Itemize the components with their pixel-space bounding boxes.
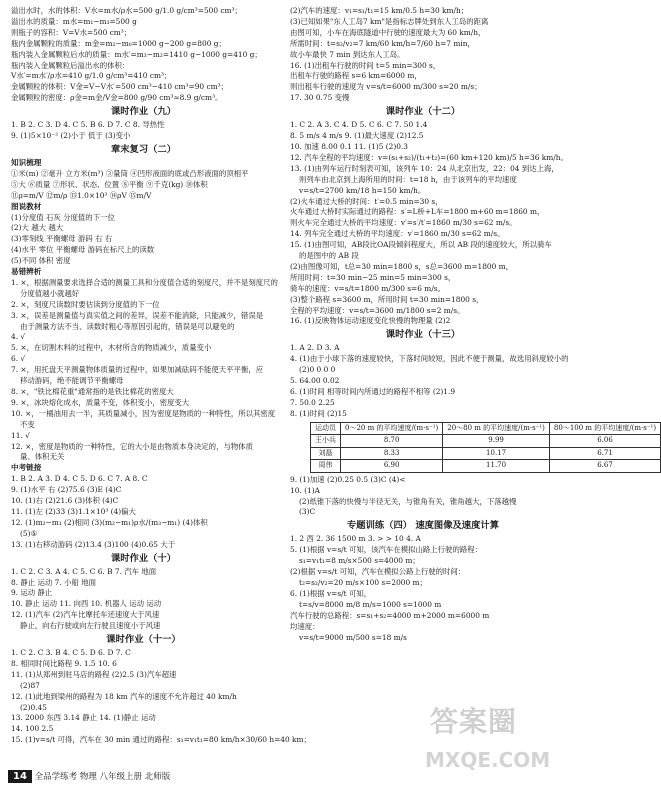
text-line: (3)已知如果"东人工岛7 km"是指标志牌处到东人工岛的距离: [290, 16, 489, 26]
text-line: 则列车由北京到上海所用的时间：t=18 h，由于该列车的平均速度: [299, 174, 517, 184]
text-line: 7. 50.0 2.25: [290, 397, 335, 407]
text-line: 溢出水的质量：m水=m₁−m₃=500 g: [11, 16, 137, 26]
text-line: 4. √: [11, 332, 26, 342]
text-line: 出租车行驶的路程 s=6 km=6000 m，: [290, 71, 422, 81]
text-line: 2. ×，刻度尺读数时要估读到分度值的下一位: [11, 299, 160, 309]
subsection-title: 中考链接: [11, 463, 42, 473]
text-line: s₁=v₁t₁=8 m/s×500 s=4000 m；: [299, 556, 420, 566]
text-line: 10. 静止 运动 11. 向西 10. 机器人 运动 运动: [11, 599, 162, 609]
text-line: 16. (1)出租车行驶的时间 t=5 min=300 s，: [290, 60, 441, 70]
table-header-cell: 0～20 m 的平均速度/(m·s⁻¹): [341, 422, 443, 435]
text-line: 1. C 2. A 3. C 4. D 5. C 6. C 7. 50 1.4: [290, 120, 428, 130]
text-line: 12. (1)m₂−m₁ (2)相同 (3)(m₂−m₁)ρ水/(m₃−m₁) (4)体积: [11, 517, 208, 527]
text-line: 9. (1)加速 (2)0.25 0.5 (3)C (4)<: [290, 474, 406, 484]
page-footer: [8, 770, 298, 783]
text-line: 15. (1)由图可知，AB段比OA段倾斜程度大，所以 AB 段的速度较大，所以骑车: [290, 240, 552, 250]
text-line: 由图可知，小车在海底隧道中行驶的速度最大为 60 km/h，: [290, 27, 486, 37]
table-cell: 8.70: [341, 435, 443, 448]
text-line: 1. 2 西 2. 36 1500 m 3. > > 10 4. A: [290, 534, 421, 544]
table-cell: 周伟: [311, 460, 341, 473]
text-line: 移动游码，绝不能调节平衡螺母: [20, 376, 124, 386]
text-line: (3)C: [299, 507, 316, 517]
text-line: 1. B 2. A 3. D 4. C 5. D 6. C 7. A 8. C: [11, 474, 148, 484]
text-line: 7. ×，用托盘天平测量物体质量的过程中，如果加减砝码不能使天平平衡，应: [11, 365, 264, 375]
text-line: 9. (1)水平 右 (2)75.6 (3)E (4)C: [11, 485, 122, 495]
text-line: (5)⑤: [20, 528, 38, 538]
watermark-logo: 答案圈: [430, 705, 518, 738]
text-line: (5)不同 体积 密度: [11, 256, 71, 266]
text-line: 不变: [20, 419, 35, 429]
text-line: 分度值越小就越好: [20, 288, 80, 298]
text-line: (2)87: [20, 680, 40, 690]
subsection-title: 知识梳理: [11, 157, 42, 167]
text-line: 8. ×，"铁比棉花重"通常指的是铁比棉花的密度大: [11, 387, 174, 396]
text-line: 4. (1)由于小球下落的速度较快，下落时间较短，因此不便于测量，故选用斜度较小的: [290, 354, 569, 364]
text-line: 12. (1)此地到梁州的路程为 18 km 汽车的速度不允许超过 40 km/h: [11, 691, 237, 701]
table-cell: 9.99: [443, 435, 550, 448]
table-header-row: [311, 422, 661, 435]
right-column: [290, 6, 657, 643]
text-line: 8. 5 m/s 4 m/s 9. (1)最大速度 (2)12.5: [290, 131, 424, 141]
text-line: (3)整个路程 s=3600 m，所用时间 t=30 min=1800 s，: [290, 294, 484, 304]
text-line: t=s/v=8000 m/8 m/s=1000 s=1000 m: [299, 599, 442, 609]
text-line: 15. (1)v=s/t 可得，汽车在 30 min 通过的路程：s₁=v₁t₁=80 km/h×30/60 h=40 km；: [11, 735, 311, 745]
table-cell: 6.90: [341, 460, 443, 473]
text-line: (2)纸锥下落的快慢与半径无关，与锥角有关，锥角越大，下落越慢: [299, 496, 517, 506]
text-line: (2)汽车的速度：v₁=s₁/t₁=15 km/0.5 h=30 km/h；: [290, 6, 469, 15]
text-line: 12. ×，密度是物质的一种特性，它的大小是由物质本身决定的，与物体质: [11, 441, 254, 451]
table-header-cell: 80～100 m 的平均速度/(m·s⁻¹): [549, 422, 660, 435]
table-header-cell: 运动员: [311, 422, 341, 435]
text-line: 8. 相同时间比路程 9. 1.5 10. 6: [11, 658, 117, 668]
text-line: 溢出水时，水的体积：V水=m水/ρ水=500 g/1.0 g/cm³=500 cm³；: [11, 6, 242, 15]
text-line: 火车通过大桥时实际通过的路程：s′=L桥+L车=1800 m+60 m=1860 m，: [290, 207, 545, 217]
text-line: 11. √: [11, 430, 30, 440]
section-title: 课时作业（十三）: [385, 329, 461, 341]
text-line: 瓶内装入金属颗粒后溢出水的体积：: [11, 60, 130, 70]
text-line: 1. ×，根据测量要求选择合适的测量工具和分度值合适的刻度尺，并不是刻度尺的: [11, 277, 278, 287]
section-title: 课时作业（九）: [110, 106, 177, 118]
text-line: (1)分度值 石灰 分度值的下一位: [11, 212, 115, 222]
section-title: 专题训练（四） 速度图像及速度计算: [347, 520, 499, 532]
text-line: (3)零刻线 平衡螺母 游码 右 右: [11, 234, 113, 244]
text-line: 所需时间：t=s₂/v₂=7 km/60 km/h=7/60 h=7 min，: [290, 38, 475, 48]
text-line: 金属颗粒的体积：V金=V−V水′=500 cm³−410 cm³=90 cm³；: [11, 82, 228, 92]
text-line: 11. (1)从郑州到驻马店的路程 (2)2.5 (3)汽车超速: [11, 669, 177, 679]
text-line: 10. ×，一桶油用去一半，其质量减小，因为密度是物质的一种特性，所以其密度: [11, 408, 276, 418]
text-line: ⑤大 ⑥质量 ⑦形状、状态、位置 ⑧平衡 ⑨千克(kg) ⑩体积: [11, 179, 208, 189]
page-number: 14: [8, 770, 32, 783]
footer-text: 全品学练考 物理 八年级上册 北师版: [34, 772, 171, 782]
text-line: 9. 运动 静止: [11, 588, 53, 598]
text-line: 9. ×，冰块熔化成水，质量不变，体积变小，密度变大: [11, 397, 190, 407]
text-line: 3. ×，误差是测量值与真实值之间的差异，误差不能消除，只能减少，错误是: [11, 310, 264, 320]
table-cell: 11.70: [443, 460, 550, 473]
subsection-title: 易错辨析: [11, 267, 42, 277]
table-cell: 6.67: [549, 460, 660, 473]
text-line: (2)0.45: [20, 702, 47, 712]
watermark-site: MXQE.COM: [425, 748, 551, 772]
table-cell: 刘磊: [311, 447, 341, 460]
text-line: 1. A 2. D 3. A: [290, 343, 340, 353]
text-line: 则火车完全通过大桥的平均速度：v′=s′/t′=1860 m/30 s=62 m/s。: [290, 218, 517, 228]
text-line: 12. 汽车全程的平均速度：v=(s₁+s₂)/(t₁+t₂)=(60 km+120 km)/5 h=36 km/h。: [290, 152, 568, 162]
section-title: 课时作业（十）: [110, 552, 177, 564]
text-line: 则瓶子的容积：V=V水=500 cm³；: [11, 27, 132, 37]
text-line: 由于测量方法不当、读数时粗心等原因引起的，错误是可以避免的: [20, 321, 235, 331]
text-line: 5. 64.00 0.02: [290, 376, 340, 386]
text-line: 8. (1)时间 (2)15: [290, 408, 347, 418]
text-line: 瓶内金属颗粒的质量：m金=m₂−m₀=1000 g−200 g=800 g；: [11, 38, 226, 48]
text-line: 8. 静止 运动 7. 小船 地面: [11, 577, 96, 587]
text-line: 骑车的速度：v=s/t=1800 m/300 s=6 m/s。: [290, 283, 445, 293]
text-line: 6. (1)根据 v=s/t 可知，: [290, 588, 372, 598]
text-line: 均速度：: [290, 621, 320, 631]
speed-table: [310, 422, 661, 473]
text-line: 13. 2000 东西 3.14 静止 14. (1)静止 运动: [11, 713, 156, 723]
text-line: 的是图中的 AB 段: [299, 251, 359, 261]
table-row: [311, 460, 661, 473]
text-line: 10. 加速 8.00 0.1 11. (1)5 (2)0.3: [290, 141, 408, 151]
text-line: (2)根据 v=s/t 可知，汽车在模拟公路上行驶的时间：: [290, 567, 466, 577]
text-line: 11. (1)左 (2)33 (3)1.1×10³ (4)偏大: [11, 506, 136, 516]
table-header-cell: 20～80 m 的平均速度/(m·s⁻¹): [443, 422, 550, 435]
text-line: 13. (1)由列车运行时刻表可知，该列车 10：24 从北京出发，22：04 到达上海，: [290, 163, 559, 173]
text-line: (4)水平 零位 平衡螺母 游码在标尺上的读数: [11, 245, 155, 255]
text-line: 10. (1)A: [290, 485, 320, 495]
text-line: 故小车最快 7 min 到达东人工岛。: [290, 49, 405, 59]
section-title: 课时作业（十一）: [106, 634, 181, 646]
text-line: ⑪ρ=m/V ⑫m/ρ ⑬1.0×10³ ⑭ρV ⑮m/V: [11, 190, 152, 200]
table-row: [311, 435, 661, 448]
table-cell: 王小兵: [311, 435, 341, 448]
text-line: 12. (1)汽车 (2)汽车比摩托车还速度大于风速: [11, 610, 160, 620]
text-line: 6. √: [11, 354, 26, 364]
table-cell: 10.17: [443, 447, 550, 460]
text-line: 全程的平均速度：v=s/t=3600 m/1800 s=2 m/s。: [290, 305, 465, 315]
text-line: (2)由图像可知，t总=30 min=1800 s，s总=3600 m=1800 m，: [290, 261, 514, 271]
text-line: (2)0 0 0 0: [299, 365, 336, 375]
text-line: 5. (1)根据 v=s/t 可知，该汽车在模拟山路上行驶的路程：: [290, 545, 483, 555]
table-cell: 6.71: [549, 447, 660, 460]
text-line: V水′=m水′/ρ水=410 g/1.0 g/cm³=410 cm³；: [11, 71, 172, 81]
text-line: 17. 30 0.75 变慢: [290, 93, 350, 103]
text-line: 13. (1)右移动游码 (2)13.4 (3)100 (4)0.65 大于: [11, 539, 176, 549]
text-line: (2)大 越大 越大: [11, 223, 64, 233]
text-line: 1. B 2. C 3. D 4. C 5. B 6. D 7. C 8. 导热性: [11, 120, 165, 130]
text-line: 14. 100 2.5: [11, 724, 54, 734]
text-line: ①米(m) ②毫升 立方米(m³) ③量筒 ④凹形液面的底或凸形液面的顶相平: [11, 168, 249, 178]
text-line: 金属颗粒的密度：ρ金=m金/V金=800 g/90 cm³≈8.9 g/cm³。: [11, 93, 223, 103]
text-line: 9. (1)5×10⁻² (2)小于 低于 (3)变小: [11, 131, 131, 141]
section-title: 课时作业（十二）: [385, 106, 461, 118]
text-line: 16. (1)反映物体运动速度变化快慢的物理量 (2)2: [290, 316, 451, 326]
text-line: 14. 列车完全通过大桥的平均速度：v′=1860 m/30 s=62 m/s。: [290, 229, 505, 239]
text-line: v=s/t=9000 m/500 s=18 m/s: [299, 632, 407, 642]
text-line: 1. C 2. C 3. A 4. C 5. C 6. B 7. 汽车 地面: [11, 566, 157, 576]
text-line: 5. ×，在切割木料的过程中，木材所含的物质减少，质量变小: [11, 343, 212, 353]
text-line: v=s/t=2700 km/18 h=150 km/h。: [299, 185, 426, 195]
text-line: (2)火车通过大桥的时间：t′=0.5 min=30 s，: [290, 196, 443, 206]
table-cell: 6.06: [549, 435, 660, 448]
text-line: 所用时间：t=30 min−25 min=5 min=300 s，: [290, 272, 456, 282]
text-line: 1. C 2. C 3. B 4. C 5. D 6. D 7. C: [11, 648, 131, 658]
subsection-title: 图说教材: [11, 201, 42, 211]
text-line: 量、体积无关: [20, 452, 65, 462]
text-line: 汽车行驶的总路程：s=s₁+s₂=4000 m+2000 m=6000 m: [290, 610, 490, 620]
text-line: 10. (1)右 (2)21.6 (3)体积 (4)C: [11, 496, 119, 506]
text-line: 静止，向右行驶或向左行驶且速度小于风速: [20, 621, 161, 631]
section-title: 章末复习（二）: [110, 143, 177, 155]
text-line: 则出租车行驶的速度为 v=s/t=6000 m/300 s=20 m/s；: [290, 82, 482, 92]
text-line: 瓶内装入金属颗粒后水的质量：m水′=m₃−m₂=1410 g−1000 g=410 g；: [11, 49, 262, 59]
text-line: t₂=s₂/v₂=20 m/s×100 s=2000 m；: [299, 577, 427, 587]
table-cell: 8.33: [341, 447, 443, 460]
text-line: 6. (1)时间 相等时间内所通过的路程不相等 (2)1.9: [290, 387, 456, 396]
table-row: [311, 447, 661, 460]
